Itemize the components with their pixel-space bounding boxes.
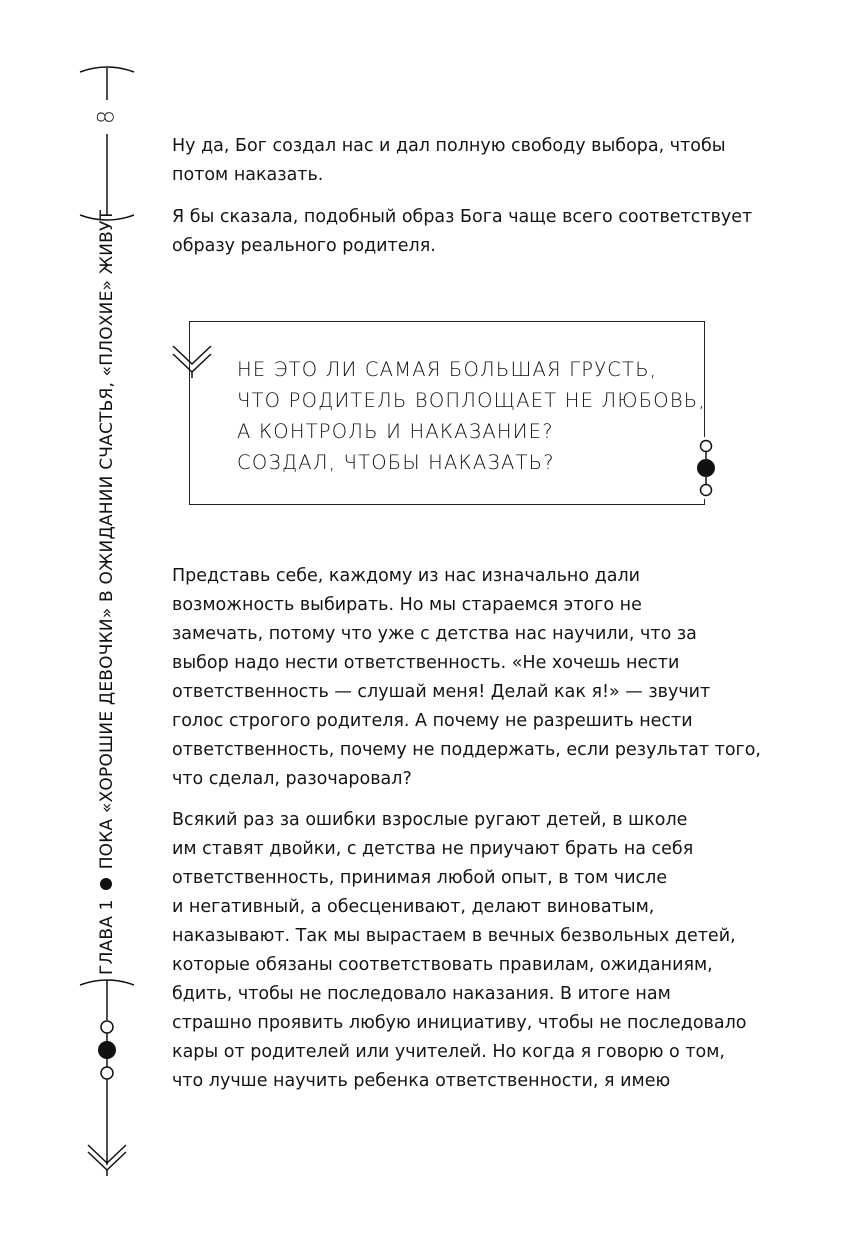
text-line: ответственность, почему не поддержать, если результат того,: [172, 740, 761, 760]
text-line: ответственность — слушай меня! Делай как я!» — звучит: [172, 682, 711, 702]
text-line: потом наказать.: [172, 165, 324, 185]
quote-text: [237, 354, 706, 478]
text-line: которые обязаны соответствовать правилам, ожиданиям,: [172, 955, 713, 975]
small-circle-icon: [101, 1067, 113, 1079]
quote-line: СОЗДАЛ, ЧТОБЫ НАКАЗАТЬ?: [237, 451, 555, 474]
text-line: голос строгого родителя. А почему не разрешить нести: [172, 711, 693, 731]
book-title: ПОКА «ХОРОШИЕ ДЕВОЧКИ» В ОЖИДАНИИ СЧАСТЬЯ, «ПЛОХИЕ» ЖИВУТ: [97, 209, 117, 870]
text-line: что сделал, разочаровал?: [172, 769, 412, 789]
text-line: замечать, потому что уже с детства нас научили, что за: [172, 624, 697, 644]
text-line: возможность выбирать. Но мы стараемся этого не: [172, 595, 642, 615]
text-line: Ну да, Бог создал нас и дал полную свободу выбора, чтобы: [172, 136, 726, 156]
text-line: ответственность, принимая любой опыт, в том числе: [172, 868, 668, 888]
paragraph-3: [172, 562, 772, 794]
text-line: образу реального родителя.: [172, 236, 436, 256]
text-line: страшно проявить любую инициативу, чтобы не последовало: [172, 1013, 747, 1033]
bullet-dot-icon: [100, 878, 112, 890]
text-line: Представь себе, каждому из нас изначально дали: [172, 566, 641, 586]
sidebar-ornament: [0, 0, 160, 1241]
text-line: выбор надо нести ответственность. «Не хочешь нести: [172, 653, 680, 673]
text-line: что лучше научить ребенка ответственности, я имею: [172, 1071, 671, 1091]
paragraph-4: [172, 806, 772, 1096]
quote-chevron-icon: [171, 340, 213, 380]
text-line: им ставят двойки, с детства не приучают брать на себя: [172, 839, 694, 859]
paragraph-1: [172, 132, 772, 190]
paragraph-2: [172, 203, 772, 261]
running-head: [97, 209, 117, 975]
page-number: 8: [94, 110, 120, 124]
text-line: кары от родителей или учителей. Но когда я говорю о том,: [172, 1042, 725, 1062]
small-circle-icon: [701, 485, 712, 496]
quote-line: НЕ ЭТО ЛИ САМАЯ БОЛЬШАЯ ГРУСТЬ,: [237, 358, 658, 381]
text-line: Я бы сказала, подобный образ Бога чаще всего соответствует: [172, 207, 753, 227]
large-dot-icon: [98, 1041, 116, 1059]
chapter-label: ГЛАВА 1: [97, 899, 117, 975]
quote-line: ЧТО РОДИТЕЛЬ ВОПЛОЩАЕТ НЕ ЛЮБОВЬ,: [237, 389, 706, 412]
text-line: наказывают. Так мы вырастаем в вечных безвольных детей,: [172, 926, 736, 946]
small-circle-icon: [101, 1021, 113, 1033]
quote-line: А КОНТРОЛЬ И НАКАЗАНИЕ?: [237, 420, 554, 443]
text-line: и негативный, а обесценивают, делают виноватым,: [172, 897, 655, 917]
text-line: бдить, чтобы не последовало наказания. В итоге нам: [172, 984, 671, 1004]
text-line: Всякий раз за ошибки взрослые ругают детей, в школе: [172, 810, 688, 830]
